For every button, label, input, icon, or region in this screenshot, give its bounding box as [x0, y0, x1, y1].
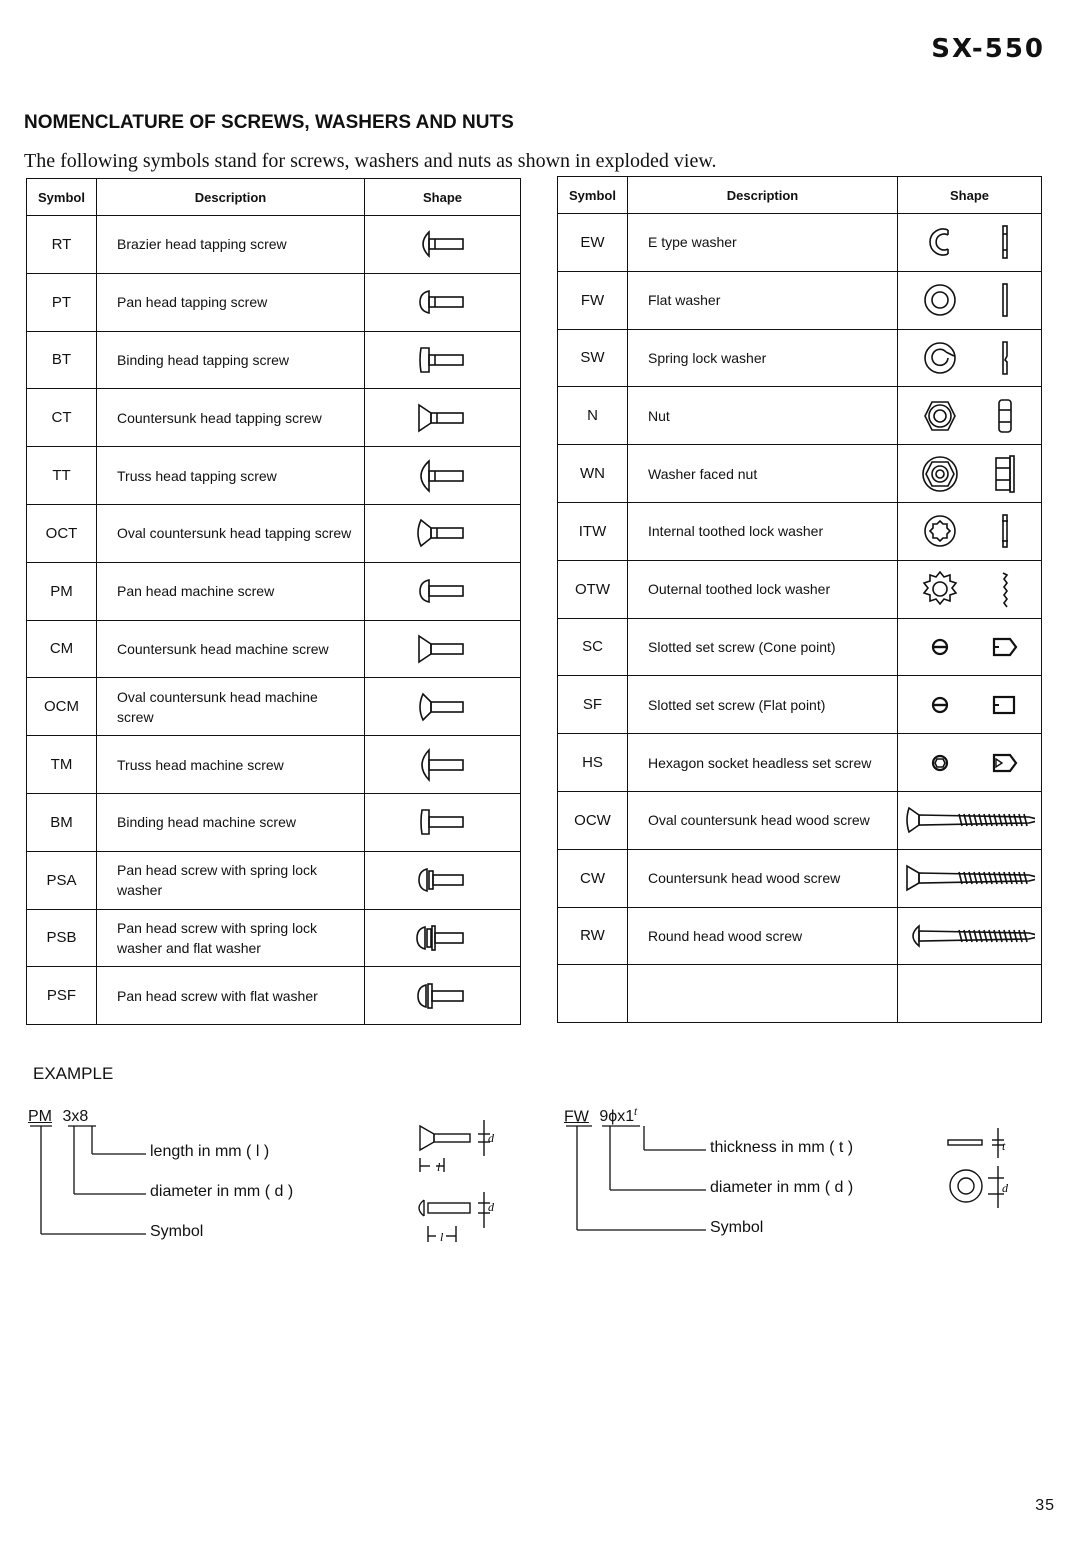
table-row [27, 216, 521, 274]
symbol-cell: N [558, 387, 628, 445]
shape-cell [365, 678, 521, 736]
pan-screw-spring-washer-icon [366, 862, 519, 898]
description-cell: Countersunk head wood screw [628, 849, 898, 907]
shape-cell [365, 736, 521, 794]
description-cell: Oval countersunk head wood screw [628, 791, 898, 849]
shape-cell [898, 560, 1042, 618]
nut-icon [899, 394, 1040, 438]
hexagon-socket-set-screw-icon [899, 741, 1040, 785]
table-row [558, 214, 1042, 272]
symbol-header: Symbol [558, 177, 628, 214]
symbol-cell: TT [27, 447, 97, 505]
shape-cell [365, 793, 521, 851]
symbol-cell [558, 965, 628, 1023]
symbol-cell: BT [27, 331, 97, 389]
shape-cell [365, 620, 521, 678]
description-cell: Countersunk head tapping screw [97, 389, 365, 447]
table-row [27, 562, 521, 620]
washer-dim-d: d [1002, 1181, 1008, 1195]
truss-head-tapping-screw-icon [366, 458, 519, 494]
table-row [558, 271, 1042, 329]
washer-dim-t: t [1002, 1139, 1006, 1153]
symbol-cell: OCT [27, 504, 97, 562]
symbol-cell: WN [558, 445, 628, 503]
screw-dim-d-top: d [488, 1131, 494, 1145]
shape-cell [898, 445, 1042, 503]
screw-dim-l-top: l [437, 1160, 441, 1174]
table-row [27, 331, 521, 389]
description-header: Description [628, 177, 898, 214]
symbol-cell: CM [27, 620, 97, 678]
symbol-cell: SC [558, 618, 628, 676]
symbol-cell: PT [27, 273, 97, 331]
washer-dimension-diagram [942, 1122, 1032, 1242]
symbol-cell: FW [558, 271, 628, 329]
shape-cell [365, 909, 521, 967]
flat-washer-icon [899, 278, 1040, 322]
symbol-cell: OTW [558, 560, 628, 618]
shape-cell [365, 447, 521, 505]
symbol-cell: OCM [27, 678, 97, 736]
e-type-washer-icon [899, 220, 1040, 264]
description-cell: Nut [628, 387, 898, 445]
table-row [27, 793, 521, 851]
pan-screw-spring-flat-washer-icon [366, 920, 519, 956]
shape-cell [898, 271, 1042, 329]
table-row [27, 504, 521, 562]
symbol-cell: CT [27, 389, 97, 447]
description-cell: Pan head tapping screw [97, 273, 365, 331]
symbol-cell: SW [558, 329, 628, 387]
washer-example [564, 1104, 1054, 1254]
table-row [558, 849, 1042, 907]
pan-screw-flat-washer-icon [366, 978, 519, 1014]
shape-cell [365, 216, 521, 274]
symbol-cell: RT [27, 216, 97, 274]
example-length-label: length in mm ( l ) [150, 1143, 270, 1160]
screw-example [28, 1108, 508, 1258]
table-row [27, 273, 521, 331]
shape-cell [898, 907, 1042, 965]
description-cell: Slotted set screw (Cone point) [628, 618, 898, 676]
table-row [558, 329, 1042, 387]
symbol-header: Symbol [27, 179, 97, 216]
example-code-symbol: PM [28, 1108, 52, 1125]
table-row [558, 445, 1042, 503]
shape-cell [365, 389, 521, 447]
washer-code-symbol: FW [564, 1108, 589, 1126]
shape-header: Shape [365, 179, 521, 216]
countersunk-wood-screw-icon [899, 860, 1040, 896]
shape-cell [365, 562, 521, 620]
example-symbol-label: Symbol [150, 1223, 204, 1240]
description-cell: Pan head screw with spring lock washer [97, 851, 365, 909]
table-row [558, 791, 1042, 849]
description-cell: Hexagon socket headless set screw [628, 734, 898, 792]
description-cell: Flat washer [628, 271, 898, 329]
table-row [27, 967, 521, 1025]
shape-cell [365, 273, 521, 331]
table-row [27, 909, 521, 967]
symbol-cell: PSF [27, 967, 97, 1025]
table-row [27, 851, 521, 909]
shape-cell [365, 331, 521, 389]
shape-cell [898, 502, 1042, 560]
shape-cell [898, 849, 1042, 907]
description-cell: Round head wood screw [628, 907, 898, 965]
symbol-cell: CW [558, 849, 628, 907]
pan-head-machine-screw-icon [366, 573, 519, 609]
brazier-head-tapping-screw-icon [366, 226, 519, 262]
page-number: 35 [1035, 1497, 1055, 1514]
shape-cell [898, 214, 1042, 272]
round-head-wood-screw-icon [899, 918, 1040, 954]
symbol-cell: PSA [27, 851, 97, 909]
table-row [27, 678, 521, 736]
page-title: NOMENCLATURE OF SCREWS, WASHERS AND NUTS [24, 112, 514, 133]
binding-head-machine-screw-icon [366, 804, 519, 840]
table-row [558, 676, 1042, 734]
description-cell: Spring lock washer [628, 329, 898, 387]
description-cell: Outernal toothed lock washer [628, 560, 898, 618]
shape-cell [365, 504, 521, 562]
description-cell: Oval countersunk head tapping screw [97, 504, 365, 562]
washer-thickness-label: thickness in mm ( t ) [710, 1139, 854, 1156]
shape-cell [898, 734, 1042, 792]
oval-countersunk-machine-screw-icon [366, 689, 519, 725]
symbol-cell: PSB [27, 909, 97, 967]
slotted-set-screw-cone-icon [899, 625, 1040, 669]
washer-faced-nut-icon [899, 452, 1040, 496]
internal-toothed-lock-washer-icon [899, 509, 1040, 553]
washer-code-sup: t [634, 1107, 637, 1118]
symbol-cell: ITW [558, 502, 628, 560]
screw-dim-d-bottom: d [488, 1200, 494, 1214]
description-cell: Binding head tapping screw [97, 331, 365, 389]
symbol-cell: SF [558, 676, 628, 734]
shape-cell [365, 851, 521, 909]
oval-countersunk-wood-screw-icon [899, 802, 1040, 838]
symbol-cell: OCW [558, 791, 628, 849]
shape-header: Shape [898, 177, 1042, 214]
symbol-cell: EW [558, 214, 628, 272]
example-label: EXAMPLE [33, 1064, 114, 1083]
table-row [558, 560, 1042, 618]
shape-cell [365, 967, 521, 1025]
countersunk-head-tapping-screw-icon [366, 400, 519, 436]
symbol-cell: HS [558, 734, 628, 792]
screw-dim-l-bottom: l [440, 1230, 444, 1244]
slotted-set-screw-flat-icon [899, 683, 1040, 727]
description-cell: Internal toothed lock washer [628, 502, 898, 560]
description-cell: E type washer [628, 214, 898, 272]
spring-lock-washer-icon [899, 336, 1040, 380]
table-row [27, 389, 521, 447]
pan-head-tapping-screw-icon [366, 284, 519, 320]
table-row [27, 447, 521, 505]
symbol-cell: RW [558, 907, 628, 965]
example-code-size: 3x8 [62, 1108, 89, 1125]
left-nomenclature-table [26, 178, 521, 1025]
description-cell [628, 965, 898, 1023]
symbol-cell: PM [27, 562, 97, 620]
symbol-cell: BM [27, 793, 97, 851]
shape-cell [898, 791, 1042, 849]
oval-countersunk-tapping-screw-icon [366, 515, 519, 551]
model-number: SX-550 [931, 34, 1045, 64]
description-cell: Slotted set screw (Flat point) [628, 676, 898, 734]
washer-code-size: 9ϕx1 [599, 1108, 635, 1126]
shape-cell [898, 329, 1042, 387]
description-cell: Countersunk head machine screw [97, 620, 365, 678]
description-cell: Oval countersunk head machine screw [97, 678, 365, 736]
countersunk-head-machine-screw-icon [366, 631, 519, 667]
description-cell: Washer faced nut [628, 445, 898, 503]
table-row [558, 618, 1042, 676]
shape-cell [898, 387, 1042, 445]
binding-head-tapping-screw-icon [366, 342, 519, 378]
table-row [558, 387, 1042, 445]
intro-text: The following symbols stand for screws, washers and nuts as shown in exploded view. [24, 150, 717, 172]
shape-cell [898, 965, 1042, 1023]
shape-cell [898, 676, 1042, 734]
description-cell: Pan head machine screw [97, 562, 365, 620]
symbol-cell: TM [27, 736, 97, 794]
description-cell: Truss head machine screw [97, 736, 365, 794]
description-cell: Pan head screw with flat washer [97, 967, 365, 1025]
table-row [27, 736, 521, 794]
description-cell: Brazier head tapping screw [97, 216, 365, 274]
right-nomenclature-table [557, 176, 1042, 1023]
description-cell: Binding head machine screw [97, 793, 365, 851]
description-header: Description [97, 179, 365, 216]
screw-dimension-diagram [408, 1108, 518, 1258]
table-row [558, 907, 1042, 965]
washer-diameter-label: diameter in mm ( d ) [710, 1179, 854, 1196]
table-row [558, 734, 1042, 792]
external-toothed-lock-washer-icon [899, 567, 1040, 611]
truss-head-machine-screw-icon [366, 747, 519, 783]
table-row [27, 620, 521, 678]
example-diameter-label: diameter in mm ( d ) [150, 1183, 294, 1200]
washer-symbol-label: Symbol [710, 1219, 764, 1236]
description-cell: Pan head screw with spring lock washer and flat washer [97, 909, 365, 967]
shape-cell [898, 618, 1042, 676]
table-row [558, 965, 1042, 1023]
table-row [558, 502, 1042, 560]
description-cell: Truss head tapping screw [97, 447, 365, 505]
